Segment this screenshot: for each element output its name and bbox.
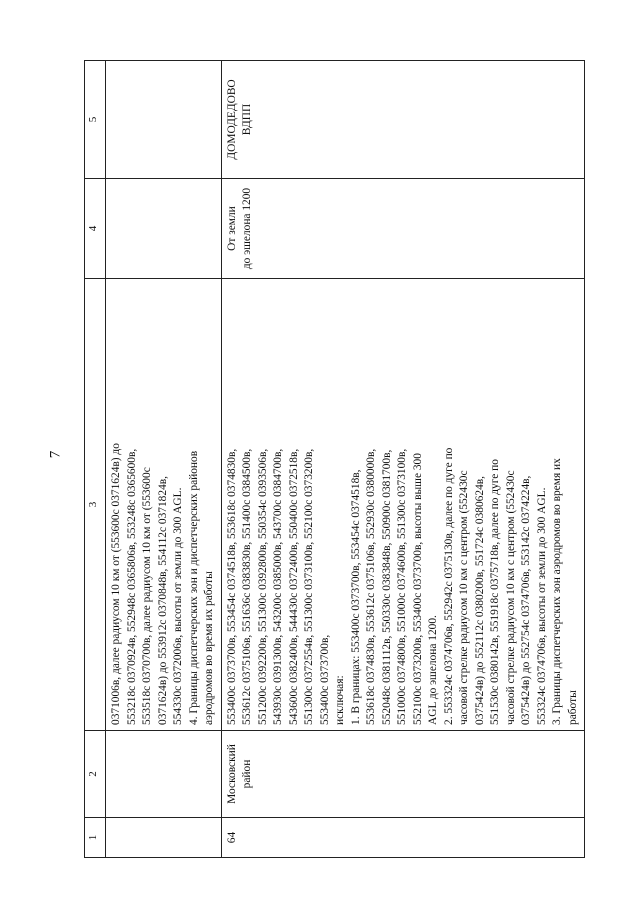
continuation-cell-2	[106, 731, 222, 818]
continuation-row	[106, 61, 222, 858]
header-row	[85, 61, 106, 858]
continuation-boundary-text: 0371006в, далее радиусом 10 км от (553600с 0371624в) до 553218с 0370924в, 552948с 0365806в, 553248с 0365600в, 553518с 0370700в, далее радиусом 10 км от (553600с 0371624в) до 553912с 0370848в, 554112с 0371824в, 554330с 0372006в, высоты от земли до 300 AGL. 4. Границы диспетчерских зон и диспетчерских районов аэродромов во время их работы	[106, 279, 222, 731]
responsible-unit: ДОМОДЕДОВО ВДПП	[221, 61, 585, 179]
continuation-cell-4	[106, 179, 222, 279]
continuation-cell-1	[106, 818, 222, 858]
header-col-5: 5	[85, 61, 106, 179]
page-number: 7	[47, 450, 64, 459]
airspace-table	[84, 60, 585, 858]
boundary-description: 553400с 0373700в, 553454с 0374518в, 553618с 0374830в, 553612с 0375106в, 551636с 0383830в, 551400с 0384500в, 551200с 0392200в, 551300с 0392800в, 550354с 0393506в, 543930с 0391300в, 543200с 0385000в, 543700с 0384700в, 543600с 0382400в, 544430с 0372400в, 550400с 0372518в, 551300с 0372554в, 551300с 0373100в, 552100с 0373200в, 553400с 0373700в, исключая: 1. В границах: 553400с 0373700в, 553454с 0374518в, 553618с 0374830в, 553612с 0375106в, 552930с 0380000в, 552048с 0381112в, 550330с 0383848в, 550900с 0381700в, 551000с 0374800в, 551000с 0374600в, 551300с 0373100в, 552100с 0373200в, 553400с 0373700в, высоты выше 300 AGL до эшелона 1200. 2. 553324с 0374706в, 552942с 0375130в, далее по дуге по часовой стрелке радиусом 10 км с центром (552430с 0375424в) до 552112с 0380200в, 551724с 0380624в, 551530с 0380142в, 551918с 0375718в, далее по дуге по часовой стрелке радиусом 10 км с центром (552430с 0375424в) до 552754с 0374706в, 553142с 0374224в, 553324с 0374706в, высоты от земли до 300 AGL. 3. Границы диспетчерских зон аэродромов во время их работы	[221, 279, 585, 731]
header-col-2: 2	[85, 731, 106, 818]
header-col-3: 3	[85, 279, 106, 731]
district-name: Московский район	[221, 731, 585, 818]
header-col-4: 4	[85, 179, 106, 279]
altitude-range: От земли до эшелона 1200	[221, 179, 585, 279]
header-col-1: 1	[85, 818, 106, 858]
continuation-cell-5	[106, 61, 222, 179]
row-number: 64	[221, 818, 585, 858]
rotated-table-wrapper	[84, 61, 579, 858]
table-row	[221, 61, 585, 858]
